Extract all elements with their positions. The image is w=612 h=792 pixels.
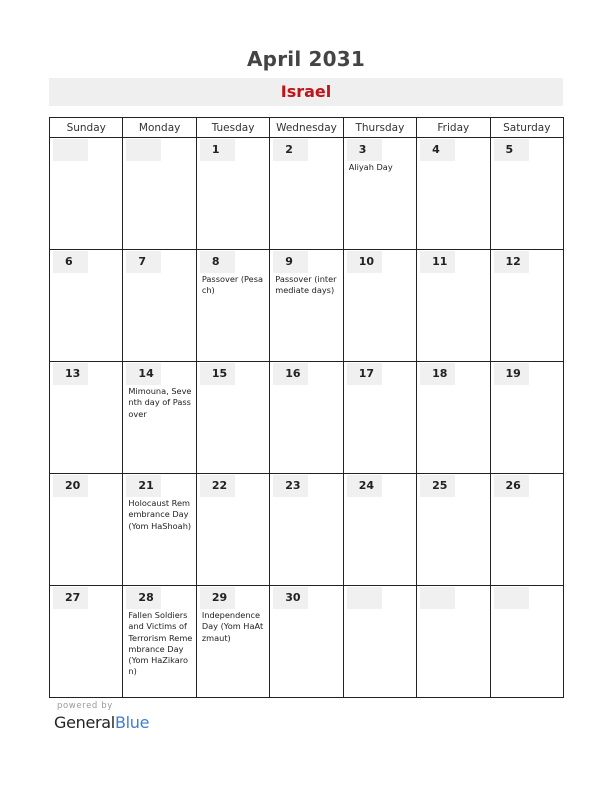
day-number: 14	[138, 367, 154, 380]
day-cell	[343, 250, 416, 362]
day-number-band	[494, 475, 529, 497]
day-number-band	[126, 587, 161, 609]
day-number-band	[200, 587, 235, 609]
brand-general-text: General	[54, 713, 115, 732]
day-cell	[196, 474, 269, 586]
day-cell	[196, 586, 269, 698]
day-number-band	[420, 363, 455, 385]
day-cell	[270, 474, 343, 586]
brand-blue-text: Blue	[114, 713, 150, 732]
day-cell	[417, 250, 490, 362]
day-cell	[343, 362, 416, 474]
day-number-band	[200, 251, 235, 273]
week-row	[50, 250, 564, 362]
day-number-band	[273, 363, 308, 385]
day-number: 6	[65, 255, 73, 268]
day-cell	[490, 250, 563, 362]
day-cell	[50, 586, 123, 698]
day-number-band	[347, 475, 382, 497]
day-number-band	[420, 475, 455, 497]
day-cell	[417, 138, 490, 250]
holiday-label: Fallen Soldiers and Victims of Terrorism Remembrance Day (Yom HaZikaron)	[128, 610, 193, 677]
day-cell	[123, 138, 196, 250]
day-cell	[123, 362, 196, 474]
generalblue-logo	[54, 713, 149, 733]
day-number: 3	[358, 143, 367, 156]
day-number: 1	[211, 143, 220, 156]
day-number-band	[347, 363, 382, 385]
country-banner	[49, 78, 563, 106]
holiday-label: Mimouna, Seventh day of Passover	[128, 386, 192, 419]
day-cell	[270, 586, 343, 698]
day-cell	[196, 362, 269, 474]
day-number: 20	[65, 479, 81, 492]
day-number: 13	[65, 367, 81, 380]
day-cell	[490, 138, 563, 250]
day-cell	[123, 474, 196, 586]
week-row	[50, 474, 564, 586]
day-cell	[490, 586, 563, 698]
day-number: 26	[505, 479, 521, 492]
day-number: 7	[138, 255, 147, 268]
holiday-label: Passover (Pesach)	[201, 274, 263, 296]
day-cell	[50, 250, 123, 362]
day-number-band	[53, 139, 88, 161]
day-number: 4	[432, 143, 440, 156]
day-number-band	[273, 139, 308, 161]
day-cell	[417, 586, 490, 698]
day-number: 17	[358, 367, 374, 380]
country-name: Israel	[280, 82, 332, 101]
day-number-band	[200, 363, 235, 385]
day-number: 18	[432, 367, 448, 380]
day-number-band	[273, 475, 308, 497]
day-cell	[417, 362, 490, 474]
weekday-saturday: Saturday	[490, 118, 563, 138]
day-number-band	[347, 251, 382, 273]
day-cell	[50, 138, 123, 250]
day-number-band	[494, 363, 529, 385]
day-number-band	[53, 475, 88, 497]
day-cell	[123, 250, 196, 362]
day-number-band	[494, 139, 529, 161]
day-number: 29	[211, 591, 228, 604]
holiday-label: Passover (intermediate days)	[275, 274, 337, 296]
day-number-band	[126, 251, 161, 273]
weekday-wednesday: Wednesday	[270, 118, 343, 138]
day-cell	[343, 586, 416, 698]
day-cell	[490, 362, 563, 474]
day-number-band	[273, 251, 308, 273]
calendar-title: April 2031	[247, 47, 365, 71]
weekday-header-row	[50, 118, 564, 138]
day-number: 21	[138, 479, 154, 492]
week-row	[50, 362, 564, 474]
day-number-band	[126, 363, 161, 385]
day-number: 27	[65, 591, 81, 604]
day-cell	[270, 250, 343, 362]
day-cell	[270, 362, 343, 474]
day-number-band	[420, 139, 455, 161]
day-number: 22	[211, 479, 228, 492]
calendar-grid	[49, 117, 564, 698]
day-number: 9	[285, 255, 293, 268]
weekday-sunday: Sunday	[50, 118, 123, 138]
day-number-band	[347, 139, 382, 161]
day-number-band	[420, 251, 455, 273]
day-cell	[123, 586, 196, 698]
day-cell	[196, 138, 269, 250]
day-number-band	[53, 363, 88, 385]
day-number-band	[53, 251, 88, 273]
day-number: 25	[432, 479, 448, 492]
day-number: 5	[505, 143, 514, 156]
day-number: 24	[358, 479, 374, 492]
day-number: 11	[432, 255, 448, 268]
day-number-band	[494, 587, 529, 609]
holiday-label: Holocaust Remembrance Day (Yom HaShoah)	[128, 498, 192, 531]
weekday-friday: Friday	[417, 118, 490, 138]
day-number: 2	[285, 143, 293, 156]
day-number: 23	[285, 479, 301, 492]
weekday-monday: Monday	[123, 118, 196, 138]
day-number: 12	[505, 255, 521, 268]
day-cell	[50, 362, 123, 474]
week-row	[50, 138, 564, 250]
day-number: 30	[285, 591, 301, 604]
holiday-label: Aliyah Day	[348, 162, 393, 172]
day-cell	[490, 474, 563, 586]
holiday-label: Independence Day (Yom HaAtzmaut)	[201, 610, 264, 643]
day-number-band	[494, 251, 529, 273]
day-number: 15	[211, 367, 228, 380]
day-number: 10	[358, 255, 374, 268]
day-number-band	[126, 475, 161, 497]
weekday-tuesday: Tuesday	[196, 118, 269, 138]
day-number: 8	[211, 255, 220, 268]
day-cell	[343, 138, 416, 250]
powered-by-label: powered by	[57, 701, 113, 711]
day-number-band	[200, 475, 235, 497]
day-cell	[417, 474, 490, 586]
day-number-band	[126, 139, 161, 161]
week-row	[50, 586, 564, 698]
day-number-band	[200, 139, 235, 161]
day-number-band	[420, 587, 455, 609]
day-cell	[270, 138, 343, 250]
day-cell	[343, 474, 416, 586]
day-number: 19	[505, 367, 521, 380]
day-number: 16	[285, 367, 301, 380]
day-number: 28	[138, 591, 154, 604]
day-number-band	[53, 587, 88, 609]
day-cell	[50, 474, 123, 586]
day-number-band	[273, 587, 308, 609]
day-cell	[196, 250, 269, 362]
day-number-band	[347, 587, 382, 609]
weekday-thursday: Thursday	[343, 118, 416, 138]
